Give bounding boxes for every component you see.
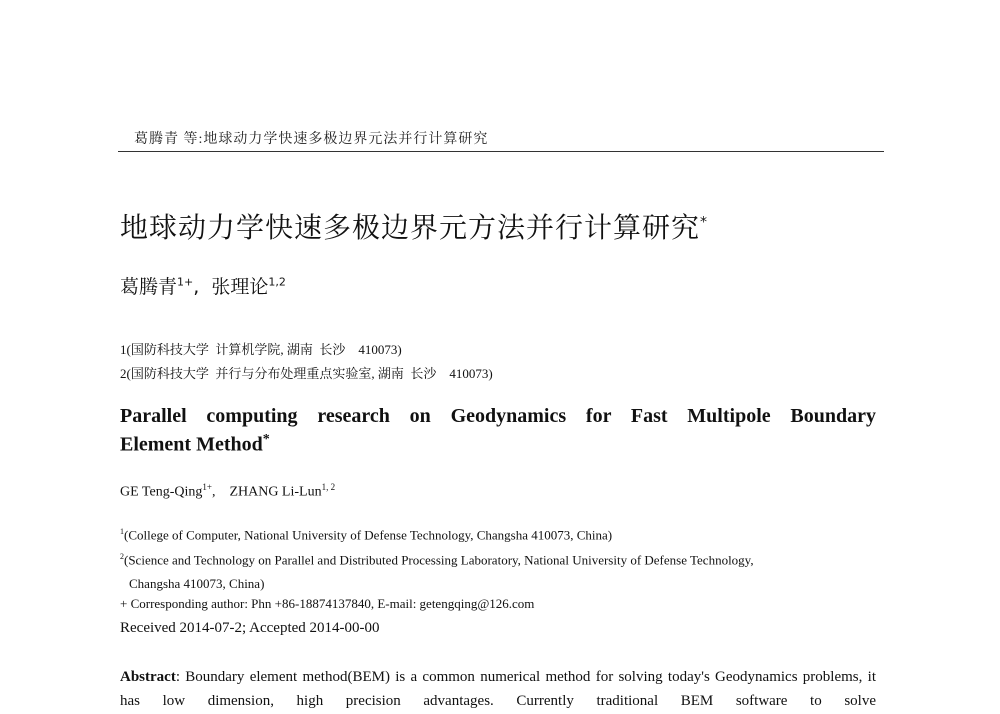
english-author-name: ZHANG Li-Lun bbox=[229, 484, 322, 500]
chinese-author-affil-mark: 1+ bbox=[177, 275, 194, 289]
english-author-affil-mark: 1+ bbox=[202, 482, 212, 492]
chinese-title-footnote-mark: * bbox=[700, 214, 709, 231]
chinese-author-affil-mark: 1,2 bbox=[268, 275, 286, 289]
english-title bbox=[120, 404, 876, 457]
received-date: Received 2014-07-2; Accepted 2014-00-00 bbox=[120, 620, 380, 636]
chinese-title-text: 地球动力学快速多极边界元方法并行计算研究 bbox=[120, 211, 701, 244]
abstract-text: : Boundary element method(BEM) is a common numerical method for solving today's Geodynamics problems, it has low dimension, high precision advantages. Currently traditional BEM software to solve bbox=[120, 669, 876, 709]
english-authors bbox=[120, 482, 335, 501]
english-author-name: GE Teng-Qing bbox=[120, 484, 203, 500]
english-title-footnote-mark: * bbox=[262, 432, 270, 447]
chinese-authors bbox=[120, 272, 286, 299]
running-head: 葛腾青 等:地球动力学快速多极边界元法并行计算研究 bbox=[134, 132, 489, 147]
affiliation-mark: 2 bbox=[120, 552, 124, 561]
affiliation-text: (Science and Technology on Parallel and Distributed Processing Laboratory, National University of Defense Technology, bbox=[124, 552, 754, 568]
affiliation-continuation: Changsha 410073, China) bbox=[129, 576, 265, 592]
author-separator: , bbox=[193, 276, 212, 298]
abstract-label: Abstract bbox=[120, 669, 176, 685]
english-title-line-2: Element Method bbox=[120, 433, 263, 456]
author-separator: , bbox=[211, 484, 230, 500]
chinese-author-name: 张理论 bbox=[211, 276, 269, 298]
english-affiliation-2 bbox=[120, 545, 876, 596]
chinese-title bbox=[120, 206, 708, 246]
english-title-line-1: Parallel computing research on Geodynamics for Fast Multipole Boundary bbox=[120, 405, 876, 427]
affiliation-mark: 1 bbox=[120, 527, 124, 536]
header-rule bbox=[118, 151, 884, 152]
corresponding-author: + Corresponding author: Phn +86-18874137840, E-mail: getengqing@126.com bbox=[120, 596, 535, 611]
english-affiliation-1 bbox=[120, 520, 876, 547]
english-author-affil-mark: 1, 2 bbox=[321, 482, 336, 492]
chinese-affiliation-1: 1(国防科技大学 计算机学院, 湖南 长沙 410073) bbox=[120, 342, 402, 357]
chinese-author-name: 葛腾青 bbox=[120, 276, 178, 298]
affiliation-text: (College of Computer, National University of Defense Technology, Changsha 410073, China) bbox=[124, 527, 613, 543]
abstract bbox=[120, 665, 876, 713]
chinese-affiliation-2: 2(国防科技大学 并行与分布处理重点实验室, 湖南 长沙 410073) bbox=[120, 366, 493, 381]
